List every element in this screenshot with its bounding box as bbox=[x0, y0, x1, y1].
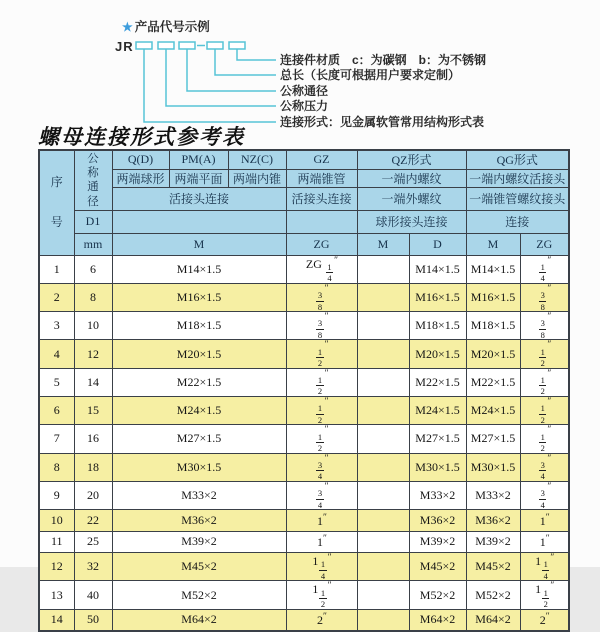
cell-gz-zg: $\frac{1}{2}$ ″ bbox=[286, 340, 357, 368]
cell-qg-zg: $\frac{1}{2}$ ″ bbox=[520, 340, 569, 368]
cell-qg-m: M24×1.5 bbox=[466, 396, 520, 424]
code-box bbox=[229, 42, 245, 49]
cell-dn-mm: 6 bbox=[74, 255, 112, 283]
page-title: 螺母连接形式参考表 bbox=[38, 125, 245, 149]
cell-qg-m: M33×2 bbox=[466, 481, 520, 509]
cell-dn-mm: 32 bbox=[74, 553, 112, 581]
cell-qz-d: M22×1.5 bbox=[409, 368, 466, 396]
cell-qz-m bbox=[357, 425, 409, 453]
header-cell-nz: NZ(C) bbox=[228, 150, 286, 169]
code-box bbox=[179, 42, 195, 49]
cell-thread-m: M36×2 bbox=[112, 510, 286, 532]
header-dn-text: 公称通径 bbox=[87, 152, 99, 208]
cell-qz-m bbox=[357, 609, 409, 631]
code-box bbox=[158, 42, 174, 49]
cell-qg-zg: $\frac{3}{4}$ ″ bbox=[520, 453, 569, 481]
cell-gz-zg: ZG $\frac{1}{4}$ ″ bbox=[286, 255, 357, 283]
header-cell-m: M bbox=[112, 233, 286, 255]
header-cell-qz-m: M bbox=[357, 233, 409, 255]
cell-qz-d: M33×2 bbox=[409, 481, 466, 509]
cell-dn-mm: 12 bbox=[74, 340, 112, 368]
cell-qg-zg: $\frac{3}{8}$ ″ bbox=[520, 312, 569, 340]
connector-line bbox=[215, 49, 276, 75]
cell-qg-m: M20×1.5 bbox=[466, 340, 520, 368]
cell-seq: 5 bbox=[39, 368, 74, 396]
diagram-label-material: 连接件材质 c：为碳钢 b：为不锈钢 bbox=[280, 53, 487, 67]
cell-dn-mm: 18 bbox=[74, 453, 112, 481]
cell-qz-m bbox=[357, 368, 409, 396]
cell-qg-zg: $\frac{1}{2}$ ″ bbox=[520, 396, 569, 424]
diagram-heading bbox=[122, 17, 210, 35]
cell-qg-m: M18×1.5 bbox=[466, 312, 520, 340]
cell-dn-mm: 22 bbox=[74, 510, 112, 532]
cell-qg-m: M45×2 bbox=[466, 553, 520, 581]
cell-qz-d: M45×2 bbox=[409, 553, 466, 581]
cell-seq: 9 bbox=[39, 481, 74, 509]
header-cell-qg-sub: 一端内螺纹活接头 bbox=[466, 169, 569, 187]
cell-qg-m: M64×2 bbox=[466, 609, 520, 631]
header-cell-pm: PM(A) bbox=[169, 150, 228, 169]
cell-qz-m bbox=[357, 531, 409, 553]
table-header bbox=[39, 150, 569, 255]
header-row bbox=[39, 150, 569, 169]
header-cell-nz-sub: 两端内锥 bbox=[228, 169, 286, 187]
table-row bbox=[39, 453, 569, 481]
cell-qg-zg: $\frac{3}{4}$ ″ bbox=[520, 481, 569, 509]
cell-gz-zg: $\frac{3}{8}$ ″ bbox=[286, 312, 357, 340]
diagram-label-nominal-diameter: 公称通径 bbox=[280, 84, 329, 98]
cell-qz-m bbox=[357, 312, 409, 340]
cell-gz-zg: 1 $\frac{1}{2}$ ″ bbox=[286, 581, 357, 609]
cell-qz-m bbox=[357, 581, 409, 609]
header-row bbox=[39, 210, 569, 233]
cell-qz-m bbox=[357, 396, 409, 424]
cell-thread-m: M33×2 bbox=[112, 481, 286, 509]
cell-qg-m: M14×1.5 bbox=[466, 255, 520, 283]
cell-gz-zg: 1″ bbox=[286, 510, 357, 532]
table-row bbox=[39, 609, 569, 631]
cell-qz-m bbox=[357, 481, 409, 509]
cell-thread-m: M52×2 bbox=[112, 581, 286, 609]
header-cell-gz-sub: 两端锥管 bbox=[286, 169, 357, 187]
cell-qg-m: M39×2 bbox=[466, 531, 520, 553]
table-row bbox=[39, 340, 569, 368]
header-cell-gz-connection: 活接头连接 bbox=[286, 187, 357, 210]
table-row bbox=[39, 425, 569, 453]
cell-dn-mm: 16 bbox=[74, 425, 112, 453]
header-cell-gz: GZ bbox=[286, 150, 357, 169]
cell-thread-m: M30×1.5 bbox=[112, 453, 286, 481]
cell-thread-m: M18×1.5 bbox=[112, 312, 286, 340]
header-row bbox=[39, 233, 569, 255]
cell-thread-m: M14×1.5 bbox=[112, 255, 286, 283]
header-cell-qg-m: M bbox=[466, 233, 520, 255]
connector-line bbox=[166, 49, 276, 106]
cell-seq: 11 bbox=[39, 531, 74, 553]
header-cell-empty bbox=[112, 210, 286, 233]
cell-dn-mm: 10 bbox=[74, 312, 112, 340]
table-row bbox=[39, 553, 569, 581]
cell-gz-zg: $\frac{3}{4}$ ″ bbox=[286, 453, 357, 481]
cell-seq: 14 bbox=[39, 609, 74, 631]
cell-gz-zg: 1″ bbox=[286, 531, 357, 553]
header-cell-qg-zg: ZG bbox=[520, 233, 569, 255]
header-cell-qz-connection: 球形接头连接 bbox=[357, 210, 466, 233]
header-cell-qz-sub2: 一端外螺纹 bbox=[357, 187, 466, 210]
cell-dn-mm: 40 bbox=[74, 581, 112, 609]
cell-qg-zg: $\frac{3}{8}$ ″ bbox=[520, 283, 569, 311]
cell-dn-mm: 14 bbox=[74, 368, 112, 396]
cell-thread-m: M64×2 bbox=[112, 609, 286, 631]
table-row bbox=[39, 510, 569, 532]
cell-qz-d: M18×1.5 bbox=[409, 312, 466, 340]
cell-thread-m: M24×1.5 bbox=[112, 396, 286, 424]
table-row bbox=[39, 368, 569, 396]
connector-line bbox=[144, 49, 276, 122]
header-cell-qg: QG形式 bbox=[466, 150, 569, 169]
cell-qz-d: M24×1.5 bbox=[409, 396, 466, 424]
cell-qz-m bbox=[357, 553, 409, 581]
header-cell-union-connection: 活接头连接 bbox=[112, 187, 286, 210]
cell-qg-zg: 1 $\frac{1}{2}$ ″ bbox=[520, 581, 569, 609]
code-box bbox=[207, 42, 223, 49]
cell-seq: 6 bbox=[39, 396, 74, 424]
cell-thread-m: M27×1.5 bbox=[112, 425, 286, 453]
table-row bbox=[39, 531, 569, 553]
diagram-label-length: 总长（长度可根据用户要求定制） bbox=[280, 68, 461, 82]
header-row bbox=[39, 169, 569, 187]
cell-dn-mm: 15 bbox=[74, 396, 112, 424]
cell-seq: 4 bbox=[39, 340, 74, 368]
cell-gz-zg: 2″ bbox=[286, 609, 357, 631]
cell-qg-zg: 1″ bbox=[520, 510, 569, 532]
cell-qg-zg: 2″ bbox=[520, 609, 569, 631]
cell-qz-m bbox=[357, 453, 409, 481]
code-box bbox=[136, 42, 152, 49]
header-cell-qg-connection: 连接 bbox=[466, 210, 569, 233]
cell-seq: 7 bbox=[39, 425, 74, 453]
table-row bbox=[39, 283, 569, 311]
header-cell-nominal-diameter bbox=[74, 150, 112, 210]
cell-seq: 1 bbox=[39, 255, 74, 283]
cell-qz-m bbox=[357, 340, 409, 368]
table-row bbox=[39, 255, 569, 283]
cell-gz-zg: $\frac{3}{8}$ ″ bbox=[286, 283, 357, 311]
cell-qz-m bbox=[357, 510, 409, 532]
table-row bbox=[39, 581, 569, 609]
header-cell-q: Q(D) bbox=[112, 150, 169, 169]
cell-qg-zg: $\frac{1}{4}$ ″ bbox=[520, 255, 569, 283]
cell-qz-d: M64×2 bbox=[409, 609, 466, 631]
cell-qg-zg: $\frac{1}{2}$ ″ bbox=[520, 368, 569, 396]
cell-dn-mm: 20 bbox=[74, 481, 112, 509]
nut-connection-reference-table bbox=[38, 149, 570, 632]
cell-gz-zg: $\frac{3}{4}$ ″ bbox=[286, 481, 357, 509]
cell-seq: 13 bbox=[39, 581, 74, 609]
cell-qz-d: M20×1.5 bbox=[409, 340, 466, 368]
cell-thread-m: M20×1.5 bbox=[112, 340, 286, 368]
cell-gz-zg: $\frac{1}{2}$ ″ bbox=[286, 396, 357, 424]
cell-qg-m: M30×1.5 bbox=[466, 453, 520, 481]
diagram-label-connection-type: 连接形式：见金属软管常用结构形式表 bbox=[280, 115, 485, 129]
cell-qg-zg: $\frac{1}{2}$ ″ bbox=[520, 425, 569, 453]
header-cell-empty bbox=[286, 210, 357, 233]
cell-qg-m: M27×1.5 bbox=[466, 425, 520, 453]
cell-thread-m: M45×2 bbox=[112, 553, 286, 581]
connector-line bbox=[187, 49, 276, 91]
header-cell-qz-sub: 一端内螺纹 bbox=[357, 169, 466, 187]
diagram-heading-text: 产品代号示例 bbox=[134, 20, 210, 34]
cell-thread-m: M39×2 bbox=[112, 531, 286, 553]
cell-qg-m: M36×2 bbox=[466, 510, 520, 532]
cell-seq: 12 bbox=[39, 553, 74, 581]
cell-qz-d: M39×2 bbox=[409, 531, 466, 553]
code-prefix: JR bbox=[115, 39, 134, 54]
cell-qz-d: M14×1.5 bbox=[409, 255, 466, 283]
connector-line bbox=[237, 49, 276, 60]
cell-gz-zg: 1 $\frac{1}{4}$ ″ bbox=[286, 553, 357, 581]
cell-gz-zg: $\frac{1}{2}$ ″ bbox=[286, 368, 357, 396]
cell-qg-m: M16×1.5 bbox=[466, 283, 520, 311]
cell-dn-mm: 50 bbox=[74, 609, 112, 631]
cell-seq: 10 bbox=[39, 510, 74, 532]
cell-thread-m: M16×1.5 bbox=[112, 283, 286, 311]
header-cell-qg-sub2: 一端锥管螺纹接头 bbox=[466, 187, 569, 210]
cell-qg-zg: 1 $\frac{1}{4}$ ″ bbox=[520, 553, 569, 581]
cell-qg-m: M52×2 bbox=[466, 581, 520, 609]
cell-qg-m: M22×1.5 bbox=[466, 368, 520, 396]
diagram-label-nominal-pressure: 公称压力 bbox=[280, 99, 329, 113]
cell-thread-m: M22×1.5 bbox=[112, 368, 286, 396]
cell-seq: 2 bbox=[39, 283, 74, 311]
header-cell-pm-sub: 两端平面 bbox=[169, 169, 228, 187]
cell-qg-zg: 1″ bbox=[520, 531, 569, 553]
header-row bbox=[39, 187, 569, 210]
header-cell-mm: mm bbox=[74, 233, 112, 255]
cell-gz-zg: $\frac{1}{2}$ ″ bbox=[286, 425, 357, 453]
cell-qz-d: M52×2 bbox=[409, 581, 466, 609]
header-cell-qz-d: D bbox=[409, 233, 466, 255]
header-cell-seq bbox=[39, 150, 74, 255]
header-cell-q-sub: 两端球形 bbox=[112, 169, 169, 187]
header-seq-text: 序号 bbox=[50, 175, 63, 229]
cell-seq: 3 bbox=[39, 312, 74, 340]
cell-qz-d: M16×1.5 bbox=[409, 283, 466, 311]
header-cell-qz: QZ形式 bbox=[357, 150, 466, 169]
table-row bbox=[39, 396, 569, 424]
cell-qz-m bbox=[357, 255, 409, 283]
header-cell-zg: ZG bbox=[286, 233, 357, 255]
header-cell-d1: D1 bbox=[74, 210, 112, 233]
table-row bbox=[39, 312, 569, 340]
star-icon: ★ bbox=[122, 20, 133, 34]
cell-qz-m bbox=[357, 283, 409, 311]
cell-qz-d: M30×1.5 bbox=[409, 453, 466, 481]
table-body bbox=[39, 255, 569, 631]
cell-dn-mm: 25 bbox=[74, 531, 112, 553]
cell-dn-mm: 8 bbox=[74, 283, 112, 311]
cell-qz-d: M27×1.5 bbox=[409, 425, 466, 453]
cell-qz-d: M36×2 bbox=[409, 510, 466, 532]
table-row bbox=[39, 481, 569, 509]
cell-seq: 8 bbox=[39, 453, 74, 481]
